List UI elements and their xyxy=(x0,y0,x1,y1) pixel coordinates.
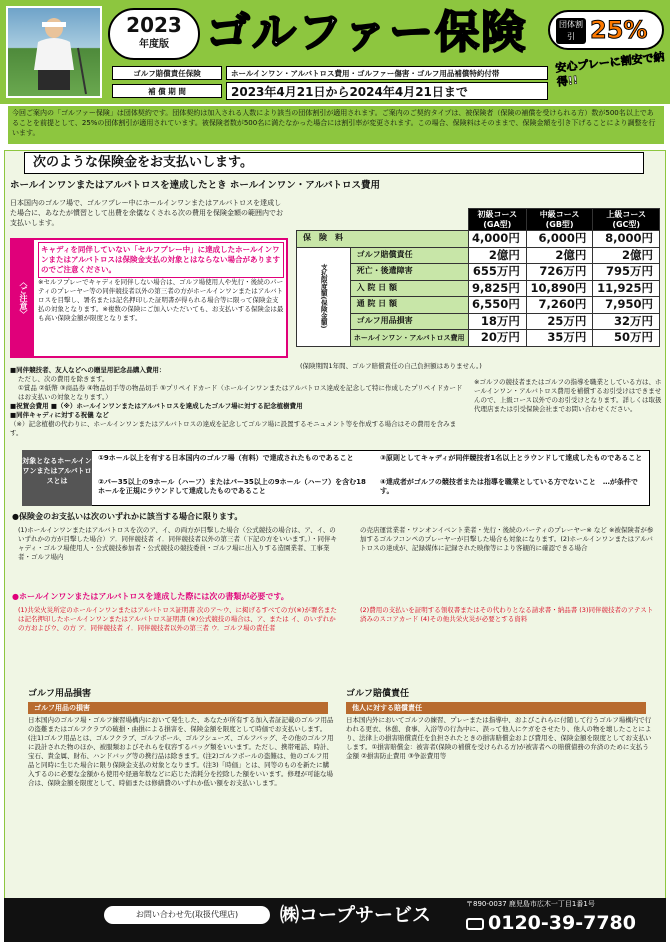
golfer-illustration-icon xyxy=(8,8,100,96)
discount-badge xyxy=(548,10,664,50)
premium-table xyxy=(296,208,660,347)
table-row: 入 院 日 額 9,825円 10,890円 11,925円 xyxy=(297,280,660,297)
conditions-right: の売店運営業者・ワンオンイベント業者・先行・後続のパーティのプレーヤー※ など ※被保険者が参加するゴルフコンペのプレーヤーが目撃した場合も対象になります。(2)ホールインワンまたはアルバトロスの達成が、記録媒体に記録された映像等により客観的に確認できる場合 xyxy=(360,526,654,552)
table-row: 保 険 料 4,000円 6,000円 8,000円 xyxy=(297,231,660,248)
caution-notes: ※セルフプレーでキャディを同伴しない場合は、ゴルフ場使用人や先行・後続のパーティのプレーヤー等の同伴競技者以外の第三者の方がホールインワンまたはアルバトロスを目撃し、署名または記名押印した証明書が得られる場合等に限って保険金支払の対象となります。※複数の保険にご加入いただいても、お支払いする保険金は最も高い保険金額が限度となります。 xyxy=(38,278,284,322)
conditions-title: ●保険金のお支払いは次のいずれかに該当する場合に限ります。 xyxy=(12,512,243,521)
caution-main: キャディを同伴していない「セルフプレー中」に達成したホールインワンまたはアルバトロスは保険金支払の対象とはならない場合がありますのでご注意ください。 xyxy=(38,242,284,278)
table-row: 通 院 日 額 6,550円 7,260円 7,950円 xyxy=(297,297,660,314)
table-row: 死亡・後遺障害 655万円 726万円 795万円 xyxy=(297,264,660,281)
equipment-subtitle: ゴルフ用品の損害 xyxy=(28,702,328,714)
course-header: 上級コース (GC型) xyxy=(593,209,660,231)
contact-label: お問い合わせ先(取扱代理店) xyxy=(104,906,270,924)
liability-title: ゴルフ賠償責任 xyxy=(346,689,410,699)
documents-title: ●ホールインワンまたはアルバトロスを達成した際には次の書類が必要です。 xyxy=(12,592,289,601)
discount-label: 団体割引 xyxy=(556,18,586,44)
equipment-body: 日本国内のゴルフ場・ゴルフ練習場構内において発生した、あなたが所有する加入者証記載のゴルフ用品の盗難またはゴルフクラブの破損・曲損による損害を、保険金額を限度として時価でお支払いします。(注1)ゴルフ用品とは、ゴルフクラブ、ゴルフボール、ゴルフシューズ、ゴルフバッグ、その他のゴルフ用に設計された物のほか、被服類およびそれらを収容するバッグ類をいいます。ただし、携帯電話、時計、宝石、貴金属、財布、ハンドバッグ等の携行品は除きます。(注2)ゴルフボールの盗難は、他のゴルフ用品と同時に生じた場合に限り保険金支払の対象となります。(注3)「時価」とは、同等のものを新たに購入するのに必要な金額から使用や経過年数などに応じた消耗分を控除した額をいいます。修理が可能な場合は、保険金額を限度として、時価または修繕費のいずれか低い額をお支払いします。 xyxy=(28,716,334,787)
table-row: 支払限度額(保険金額) ゴルフ賠償責任 2億円 2億円 2億円 xyxy=(297,247,660,264)
target-item: ③原則としてキャディが同伴競技者1名以上とラウンドして達成したものであること xyxy=(380,454,643,462)
table-row: ホールインワン・アルバトロス費用 20万円 35万円 50万円 xyxy=(297,330,660,347)
period-label: 補 償 期 間 xyxy=(112,84,222,98)
target-item: ①9ホール以上を有する日本国内のゴルフ場（有料）で達成されたものであること xyxy=(98,454,354,462)
year-badge xyxy=(108,8,200,60)
equipment-title: ゴルフ用品損害 xyxy=(28,689,92,699)
company-name: ㈱コープサービス xyxy=(280,904,432,926)
conditions-left: (1)ホールインワンまたはアルバトロスを次のア、イ、の両方が目撃した場合（公式競技の場合は、ア、イ、のいずれかの方が目撃した場合）ア．同伴競技者 イ．同伴競技者以外の第三者（下記の方をいいます。）・同伴キャディ・ゴルフ場使用人・公式競技参加者・公式競技の競技委員・ゴルフ場に出入りする造園業者、工事業者・ゴルフ場内 xyxy=(18,526,337,561)
professional-note: ※ゴルフの競技者またはゴルフの指導を職業としている方は、ホールインワン・アルバトロス費用を補償するお引受けはできませんので、上級コース以外でのお引受けとなります。詳しくは取扱代理店または引受保険会社までお問い合わせください。 xyxy=(474,378,662,413)
table-row: ゴルフ用品損害 18万円 25万円 32万円 xyxy=(297,313,660,330)
period-value: 2023年4月21日から2024年4月21日まで xyxy=(226,82,548,100)
coverage-label: ゴルフ賠償責任保険 xyxy=(112,66,222,80)
section-title: 次のような保険金をお支払いします。 xyxy=(24,152,644,174)
caution-side-label: 〈ご注意〉 xyxy=(12,240,34,356)
free-dial-icon xyxy=(466,918,484,930)
hole-in-one-desc: 日本国内のゴルフ場で、ゴルフプレー中にホールインワンまたはアルバトロスを達成した場合に、あなたが慣習として出費を余儀なくされる次の費用を保険金額の範囲内でお支払いします。 xyxy=(10,199,283,227)
documents-right: (2)費用の支払いを証明する領収書またはその代わりとなる請求書・納品書 (3)同伴競技者のアテスト済みのスコアカード (4)その他共栄火災が必要とする資料 xyxy=(360,606,654,623)
target-label: 対象となるホールインワンまたはアルバトロスとは xyxy=(22,450,92,506)
golfer-photo xyxy=(6,6,102,98)
page-title: ゴルファー保険 xyxy=(206,7,528,58)
documents-left: (1)共栄火災所定のホールインワンまたはアルバトロス証明書 次のア〜ウ、に掲げるすべての方(※)が署名または記名押印したホールインワンまたはアルバトロス証明書 (※)公式競技の場合は、ア、または イ、のいずれかの方およびウ、の方 ア．同伴競技者 イ．同伴競技者以外の第三者 ウ．ゴルフ場の責任者 xyxy=(18,606,337,632)
phone-number[interactable]: 0120-39-7780 xyxy=(466,910,636,936)
table-note: (保険期間1年間、ゴルフ賠償責任の自己負担額はありません。) xyxy=(300,362,482,370)
liability-subtitle: 他人に対する賠償責任 xyxy=(346,702,646,714)
target-item: ④達成者がゴルフの競技者または指導を職業としている方でないこと …が条件です。 xyxy=(380,478,638,495)
year-suffix: 年度版 xyxy=(139,39,169,50)
course-header: 初級コース (GA型) xyxy=(468,209,526,231)
liability-body: 日本国内外においてゴルフの練習、プレーまたは指導中、およびこれらに付随して行うゴルフ場構内で行われる更衣、休憩、食事、入浴等の行為中に、誤って他人にケガをさせたり、他人の物を壊したことにより、法律上の損害賠償責任を負担されたときの損害賠償金および費用を、保険金額を限度としてお支払いします。①損害賠償金：被害者(保険の補償を受けられる方)が被害者への賠償債務の弁済のために支払う金額 ②損害防止費用 ③争訟費用等 xyxy=(346,716,652,760)
hole-in-one-title: ホールインワンまたはアルバトロスを達成したとき ホールインワン・アルバトロス費用 xyxy=(10,180,381,191)
slogan: 安心プレーに割安で納得!! xyxy=(554,50,666,89)
company-address: 〒890-0037 鹿児島市広木一丁目1番1号 xyxy=(466,900,595,908)
course-header: 中級コース (GB型) xyxy=(526,209,593,231)
expense-notes: ■同伴競技者、友人などへの贈呈用記念品購入費用： ただし、次の費用を除きます。 ①賞品 ②紙幣 ③商品券 ④物品切手等の物品切手 ⑤プリペイドカード（ホールインワンまたはアルバトロス達成を記念して特に作成したプリペイドカードはお支払いの対象となります。） ■祝賀会費用 ■（※）ホールインワンまたはアルバトロスを達成したゴルフ場に対する記念植樹費用 ■同伴キャディに対する祝儀 など （※）記念植樹の代わりに、ホールインワンまたはアルバトロスの達成を記念してゴルフ場に設置するモニュメント等を作成する場合はその費用を含みます。 xyxy=(10,366,463,437)
year-number: 2023 xyxy=(126,13,182,37)
intro-text: 今回ご案内の「ゴルファー保険」は団体契約です。団体契約は加入される人数により該当の団体割引が適用されます。ご案内のご契約タイプは、被保険者（保険の補償を受けられる方）数が500名以上であることを前提として、25%の団体割引が適用されています。被保険者数が500名に満たなかった場合には割引率が変更されます。この場合、保険料はそのままで、保険金額を引き下げることにより調整を行います。 xyxy=(8,106,664,144)
coverage-value: ホールインワン・アルバトロス費用・ゴルファー傷害・ゴルフ用品補償特約付帯 xyxy=(226,66,548,80)
target-item: ②パー35以上の9ホール（ハーフ）またはパー35以上の9ホール（ハーフ）を含む18ホールを正規にラウンドして達成したものであること xyxy=(98,478,366,495)
side-label: 支払限度額(保険金額) xyxy=(297,247,351,346)
discount-rate: 25% xyxy=(590,16,648,44)
